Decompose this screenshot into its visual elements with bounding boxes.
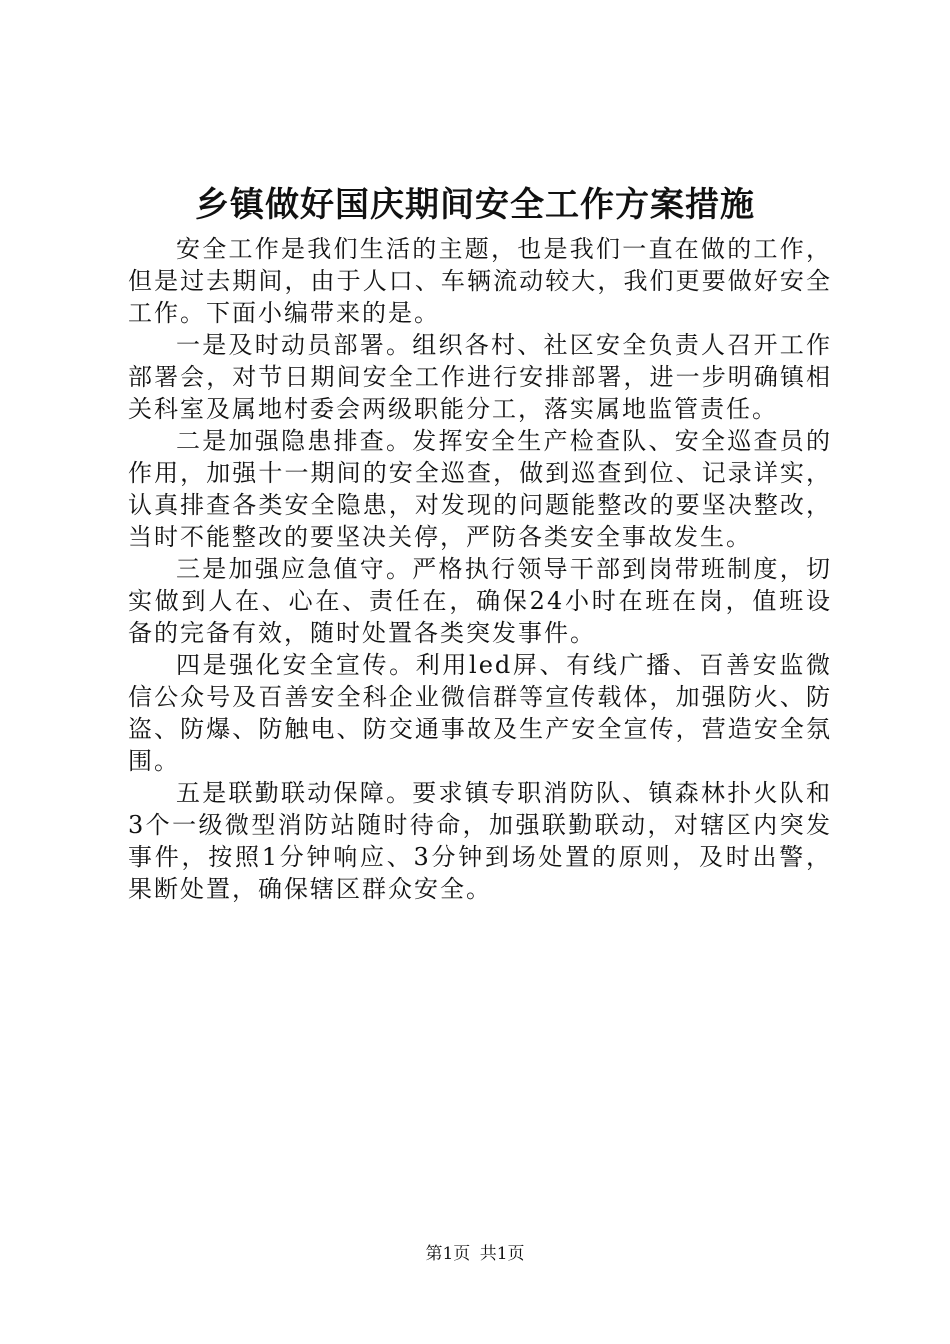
paragraph-mobilize: 一是及时动员部署。组织各村、社区安全负责人召开工作部署会，对节日期间安全工作进行安排部署，进一步明确镇相关科室及属地村委会两级职能分工，落实属地监管责任。 (128, 331, 832, 423)
page-footer (0, 1242, 950, 1266)
paragraph-duty: 三是加强应急值守。严格执行领导干部到岗带班制度，切实做到人在、心在、责任在，确保24小时在班在岗，值班设备的完备有效，随时处置各类突发事件。 (128, 555, 832, 647)
page-number: 第1页 (425, 1244, 471, 1264)
paragraph-inspection: 二是加强隐患排查。发挥安全生产检查队、安全巡查员的作用，加强十一期间的安全巡查，做到巡查到位、记录详实，认真排查各类安全隐患，对发现的问题能整改的要坚决整改，当时不能整改的要坚决关停，严防各类安全事故发生。 (128, 427, 832, 551)
document-body (128, 233, 832, 905)
paragraph-coordination: 五是联勤联动保障。要求镇专职消防队、镇森林扑火队和3个一级微型消防站随时待命，加强联勤联动，对辖区内突发事件，按照1分钟响应、3分钟到场处置的原则，及时出警，果断处置，确保辖区群众安全。 (128, 779, 832, 903)
document-title: 乡镇做好国庆期间安全工作方案措施 (195, 185, 755, 225)
paragraph-publicity: 四是强化安全宣传。利用led屏、有线广播、百善安监微信公众号及百善安全科企业微信群等宣传载体，加强防火、防盗、防爆、防触电、防交通事故及生产安全宣传，营造安全氛围。 (128, 651, 832, 775)
page-total: 共1页 (479, 1244, 525, 1264)
paragraph-intro: 安全工作是我们生活的主题，也是我们一直在做的工作，但是过去期间，由于人口、车辆流动较大，我们更要做好安全工作。下面小编带来的是。 (128, 235, 832, 327)
